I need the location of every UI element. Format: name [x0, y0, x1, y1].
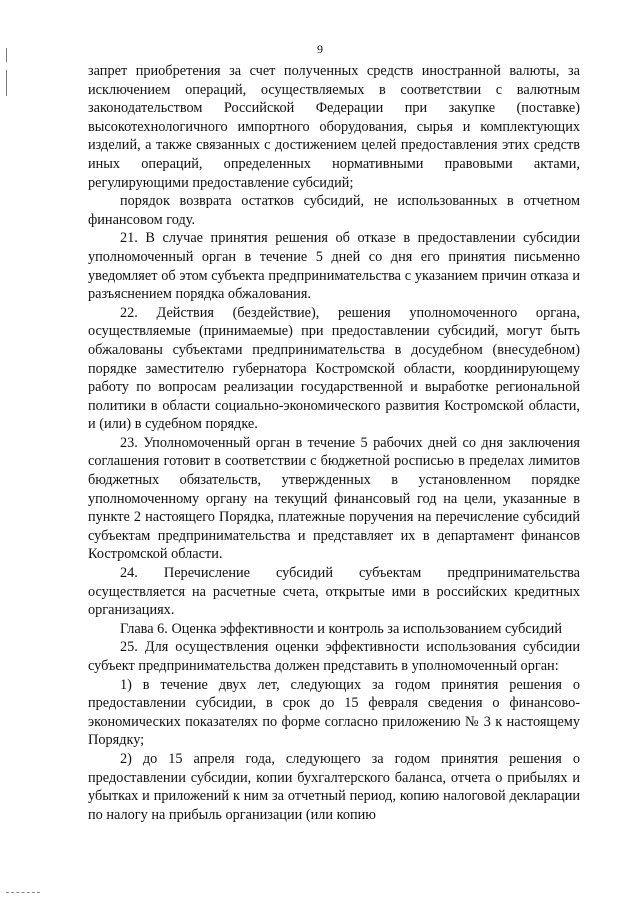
page-number: 9 [317, 42, 323, 56]
chapter-6-heading: Глава 6. Оценка эффективности и контроль за использованием субсидий [120, 620, 562, 637]
paragraph-21-refusal-notice: 21. В случае принятия решения об отказе в предоставлении субсидии уполномоченный орган в течение 5 дней со дня его принятия письменно уведомляет об этом субъекта предпринимательства с указанием причин отказа и разъяснением порядка обжалования. [88, 230, 580, 303]
margin-scan-mark [6, 70, 7, 96]
paragraph-25-item-2: 2) до 15 апреля года, следующего за годом принятия решения о предоставлении субсидии, копии бухгалтерского баланса, отчета о прибылях и убытках и приложений к ним за отчетный период, копию налоговой декларации по налогу на прибыль организации (или копию [88, 750, 580, 823]
paragraph-25-efficiency-reporting: 25. Для осуществления оценки эффективности использования субсидии субъект предпринимательства должен представить в уполномоченный орган: [88, 639, 580, 674]
paragraph-25-item-1: 1) в течение двух лет, следующих за годом принятия решения о предоставлении субсидии, в срок до 15 февраля сведения о финансово-экономических показателях по форме согласно приложению № 3 к настоящему Порядку; [88, 676, 580, 749]
paragraph-currency-restriction: запрет приобретения за счет полученных средств иностранной валюты, за исключением операций, осуществляемых в соответствии с валютным законодательством Российской Федерации при закупке (поставке) высокотехнологичного импортного оборудования, сырья и комплектующих изделий, а также связанных с достижением целей предоставления этих средств иных операций, определенных нормативными правовыми актами, регулирующими предоставление субсидий; [88, 63, 580, 191]
paragraph-unused-balance-return: порядок возврата остатков субсидий, не использованных в отчетном финансовом году. [88, 193, 580, 228]
paragraph-23-payment-orders: 23. Уполномоченный орган в течение 5 рабочих дней со дня заключения соглашения готовит в соответствии с бюджетной росписью в пределах лимитов бюджетных обязательств, утвержденных в установленном порядке уполномоченному органу на текущий финансовый год на цели, указанные в пункте 2 настоящего Порядка, платежные поручения на перечисление субсидий субъектам предпринимательства и представляет их в департамент финансов Костромской области. [88, 434, 580, 563]
paragraph-22-appeal-procedure: 22. Действия (бездействие), решения уполномоченного органа, осуществляемые (принимаемые) при предоставлении субсидий, могут быть обжалованы субъектами предпринимательства в досудебном (внесудебном) порядке заместителю губернатора Костромской области, координирующему работу по вопросам реализации государственной и выработке региональной политики в области социально-экономического развития Костромской области, и (или) в судебном порядке. [88, 304, 580, 433]
document-body [88, 62, 580, 824]
paragraph-24-subsidy-transfer: 24. Перечисление субсидий субъектам предпринимательства осуществляется на расчетные счета, открытые ими в российских кредитных организациях. [88, 565, 580, 619]
footer-scan-mark [6, 892, 40, 893]
